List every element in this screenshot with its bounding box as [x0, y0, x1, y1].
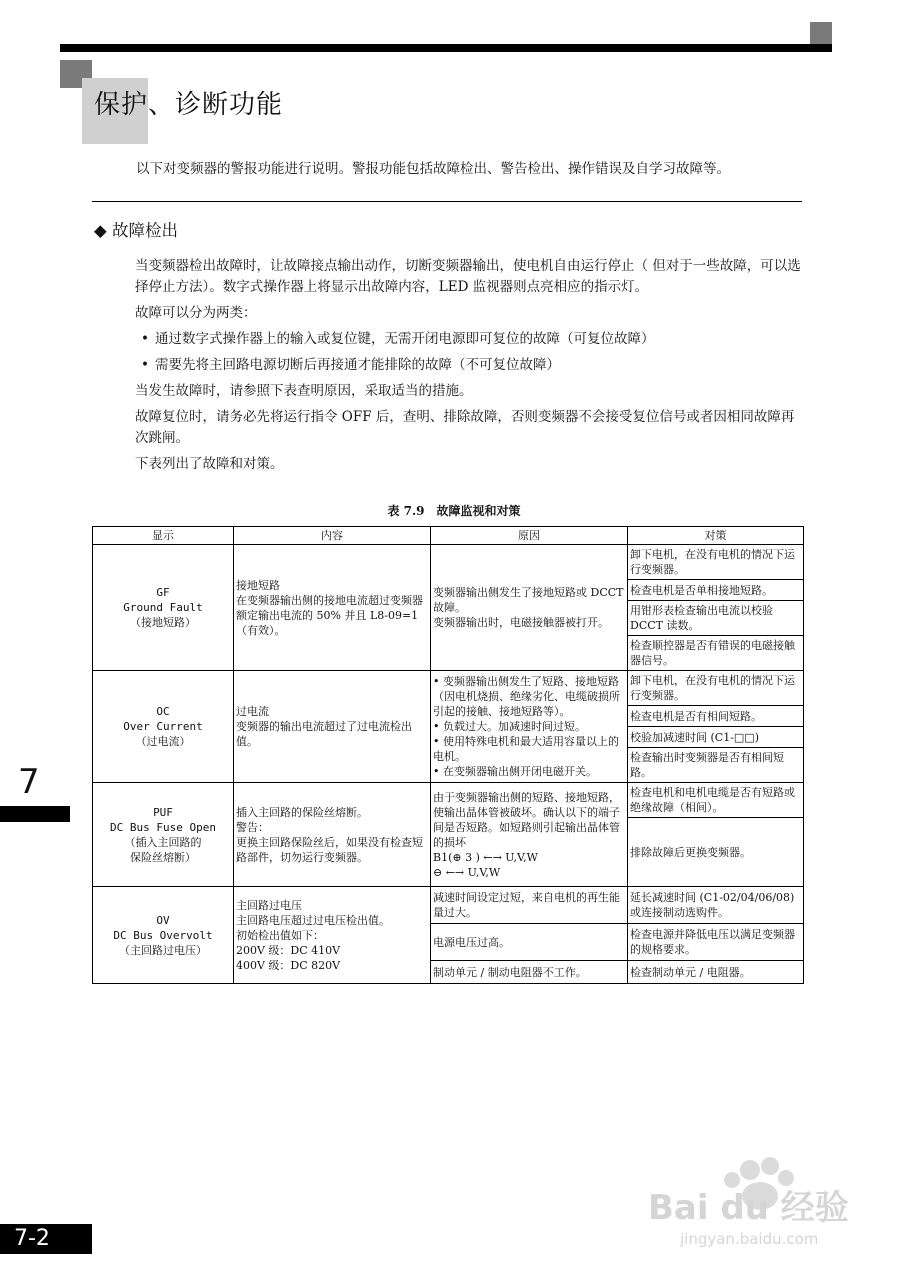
table-row [93, 887, 804, 924]
diamond-icon: ◆ [94, 221, 107, 240]
fault-action-cell: 卸下电机，在没有电机的情况下运行变频器。 [628, 671, 804, 706]
fault-action-cell: 延长减速时间 (C1-02/04/06/08) 或连接制动选购件。 [628, 887, 804, 924]
fault-action-cell: 校验加减速时间 (C1-□□) [628, 727, 804, 748]
list-item: • 通过数字式操作器上的输入或复位键，无需开闭电源即可复位的故障（可复位故障） [135, 329, 803, 350]
fault-cause-cell: • 变频器输出侧发生了短路、接地短路（因电机烧损、绝缘劣化、电缆破损所引起的接触、接地短路等）。 • 负载过大。加减速时间过短。 • 使用特殊电机和最大适用容量以上的电机。 • 在变频器输出侧开闭电磁开关。 [431, 671, 628, 783]
section-title: 故障检出 [111, 221, 178, 240]
table-row [93, 545, 804, 580]
bullet-list [135, 329, 803, 376]
list-item: • 需要先将主回路电源切断后再接通才能排除的故障（不可复位故障） [135, 355, 803, 376]
fault-action-cell: 检查输出时变频器是否有相间短路。 [628, 748, 804, 783]
divider [92, 201, 802, 202]
intro-text: 以下对变频器的警报功能进行说明。警报功能包括故障检出、警告检出、操作错误及自学习故障等。 [136, 161, 730, 177]
fault-table [92, 526, 804, 984]
column-header: 显示 [93, 527, 234, 545]
fault-content-cell: 插入主回路的保险丝熔断。 警告： 更换主回路保险丝后，如果没有检查短路部件，切勿运行变频器。 [234, 783, 431, 887]
paragraph: 当变频器检出故障时，让故障接点输出动作，切断变频器输出，使电机自由运行停止（ 但对于一些故障，可以选择停止方法）。数字式操作器上将显示出故障内容，LED 监视器则点亮相应的指示灯。 [135, 258, 801, 295]
table-row [93, 783, 804, 818]
section-body [135, 256, 803, 480]
header-rule [60, 44, 832, 52]
section-heading [94, 217, 178, 241]
chapter-tab-bar [0, 806, 70, 822]
corner-marker [810, 22, 832, 44]
fault-cause-cell: 变频器输出侧发生了接地短路或 DCCT 故障。 变频器输出时，电磁接触器被打开。 [431, 545, 628, 671]
table-header-row [93, 527, 804, 545]
fault-action-cell: 检查顺控器是否有错误的电磁接触器信号。 [628, 636, 804, 671]
column-header: 原因 [431, 527, 628, 545]
page-title: 保护、诊断功能 [94, 90, 284, 120]
paragraph: 故障可以分为两类： [135, 305, 257, 321]
fault-action-cell: 检查电机和电机电缆是否有短路或绝缘故障（相间）。 [628, 783, 804, 818]
watermark-brand: Bai du 经验 [648, 1188, 849, 1228]
fault-content-cell: 过电流 变频器的输出电流超过了过电流检出值。 [234, 671, 431, 783]
fault-cause-cell: 电源电压过高。 [431, 924, 628, 961]
paragraph: 故障复位时，请务必先将运行指令 OFF 后，查明、排除故障，否则变频器不会接受复位信号或者因相同故障再次跳闸。 [135, 409, 795, 446]
column-header: 内容 [234, 527, 431, 545]
fault-cause-cell: 由于变频器输出侧的短路、接地短路，使输出晶体管被破坏。确认以下的端子间是否短路。如短路则引起输出晶体管的损坏 B1(⊕ 3 ) ←→ U,V,W ⊖ ←→ U,V,W [431, 783, 628, 887]
paragraph: 下表列出了故障和对策。 [135, 456, 284, 472]
bullet-icon: • [141, 331, 149, 347]
fault-display-cell: GF Ground Fault （接地短路） [93, 545, 234, 671]
table-caption: 表 7.9 故障监视和对策 [387, 504, 521, 518]
watermark-url: jingyan.baidu.com [680, 1230, 819, 1248]
fault-display-cell: OC Over Current （过电流） [93, 671, 234, 783]
bullet-icon: • [141, 357, 149, 373]
fault-action-cell: 检查制动单元 / 电阻器。 [628, 961, 804, 984]
fault-action-cell: 检查电机是否单相接地短路。 [628, 580, 804, 601]
fault-cause-cell: 制动单元 / 制动电阻器不工作。 [431, 961, 628, 984]
fault-action-cell: 卸下电机，在没有电机的情况下运行变频器。 [628, 545, 804, 580]
fault-action-cell: 检查电源并降低电压以满足变频器的规格要求。 [628, 924, 804, 961]
fault-content-cell: 主回路过电压 主回路电压超过过电压检出值。 初始检出值如下： 200V 级：DC 410V 400V 级：DC 820V [234, 887, 431, 984]
table-row [93, 671, 804, 706]
fault-action-cell: 检查电机是否有相间短路。 [628, 706, 804, 727]
fault-display-cell: PUF DC Bus Fuse Open （插入主回路的 保险丝熔断） [93, 783, 234, 887]
watermark [640, 1150, 860, 1260]
fault-content-cell: 接地短路 在变频器输出侧的接地电流超过变频器额定输出电流的 50% 并且 L8-09=1（有效）。 [234, 545, 431, 671]
fault-display-cell: OV DC Bus Overvolt （主回路过电压） [93, 887, 234, 984]
page-number: 7-2 [14, 1226, 50, 1251]
column-header: 对策 [628, 527, 804, 545]
fault-action-cell: 排除故障后更换变频器。 [628, 818, 804, 887]
chapter-number: 7 [18, 762, 40, 802]
fault-action-cell: 用钳形表检查输出电流以校验 DCCT 读数。 [628, 601, 804, 636]
paragraph: 当发生故障时，请参照下表查明原因，采取适当的措施。 [135, 383, 473, 399]
fault-cause-cell: 减速时间设定过短，来自电机的再生能量过大。 [431, 887, 628, 924]
